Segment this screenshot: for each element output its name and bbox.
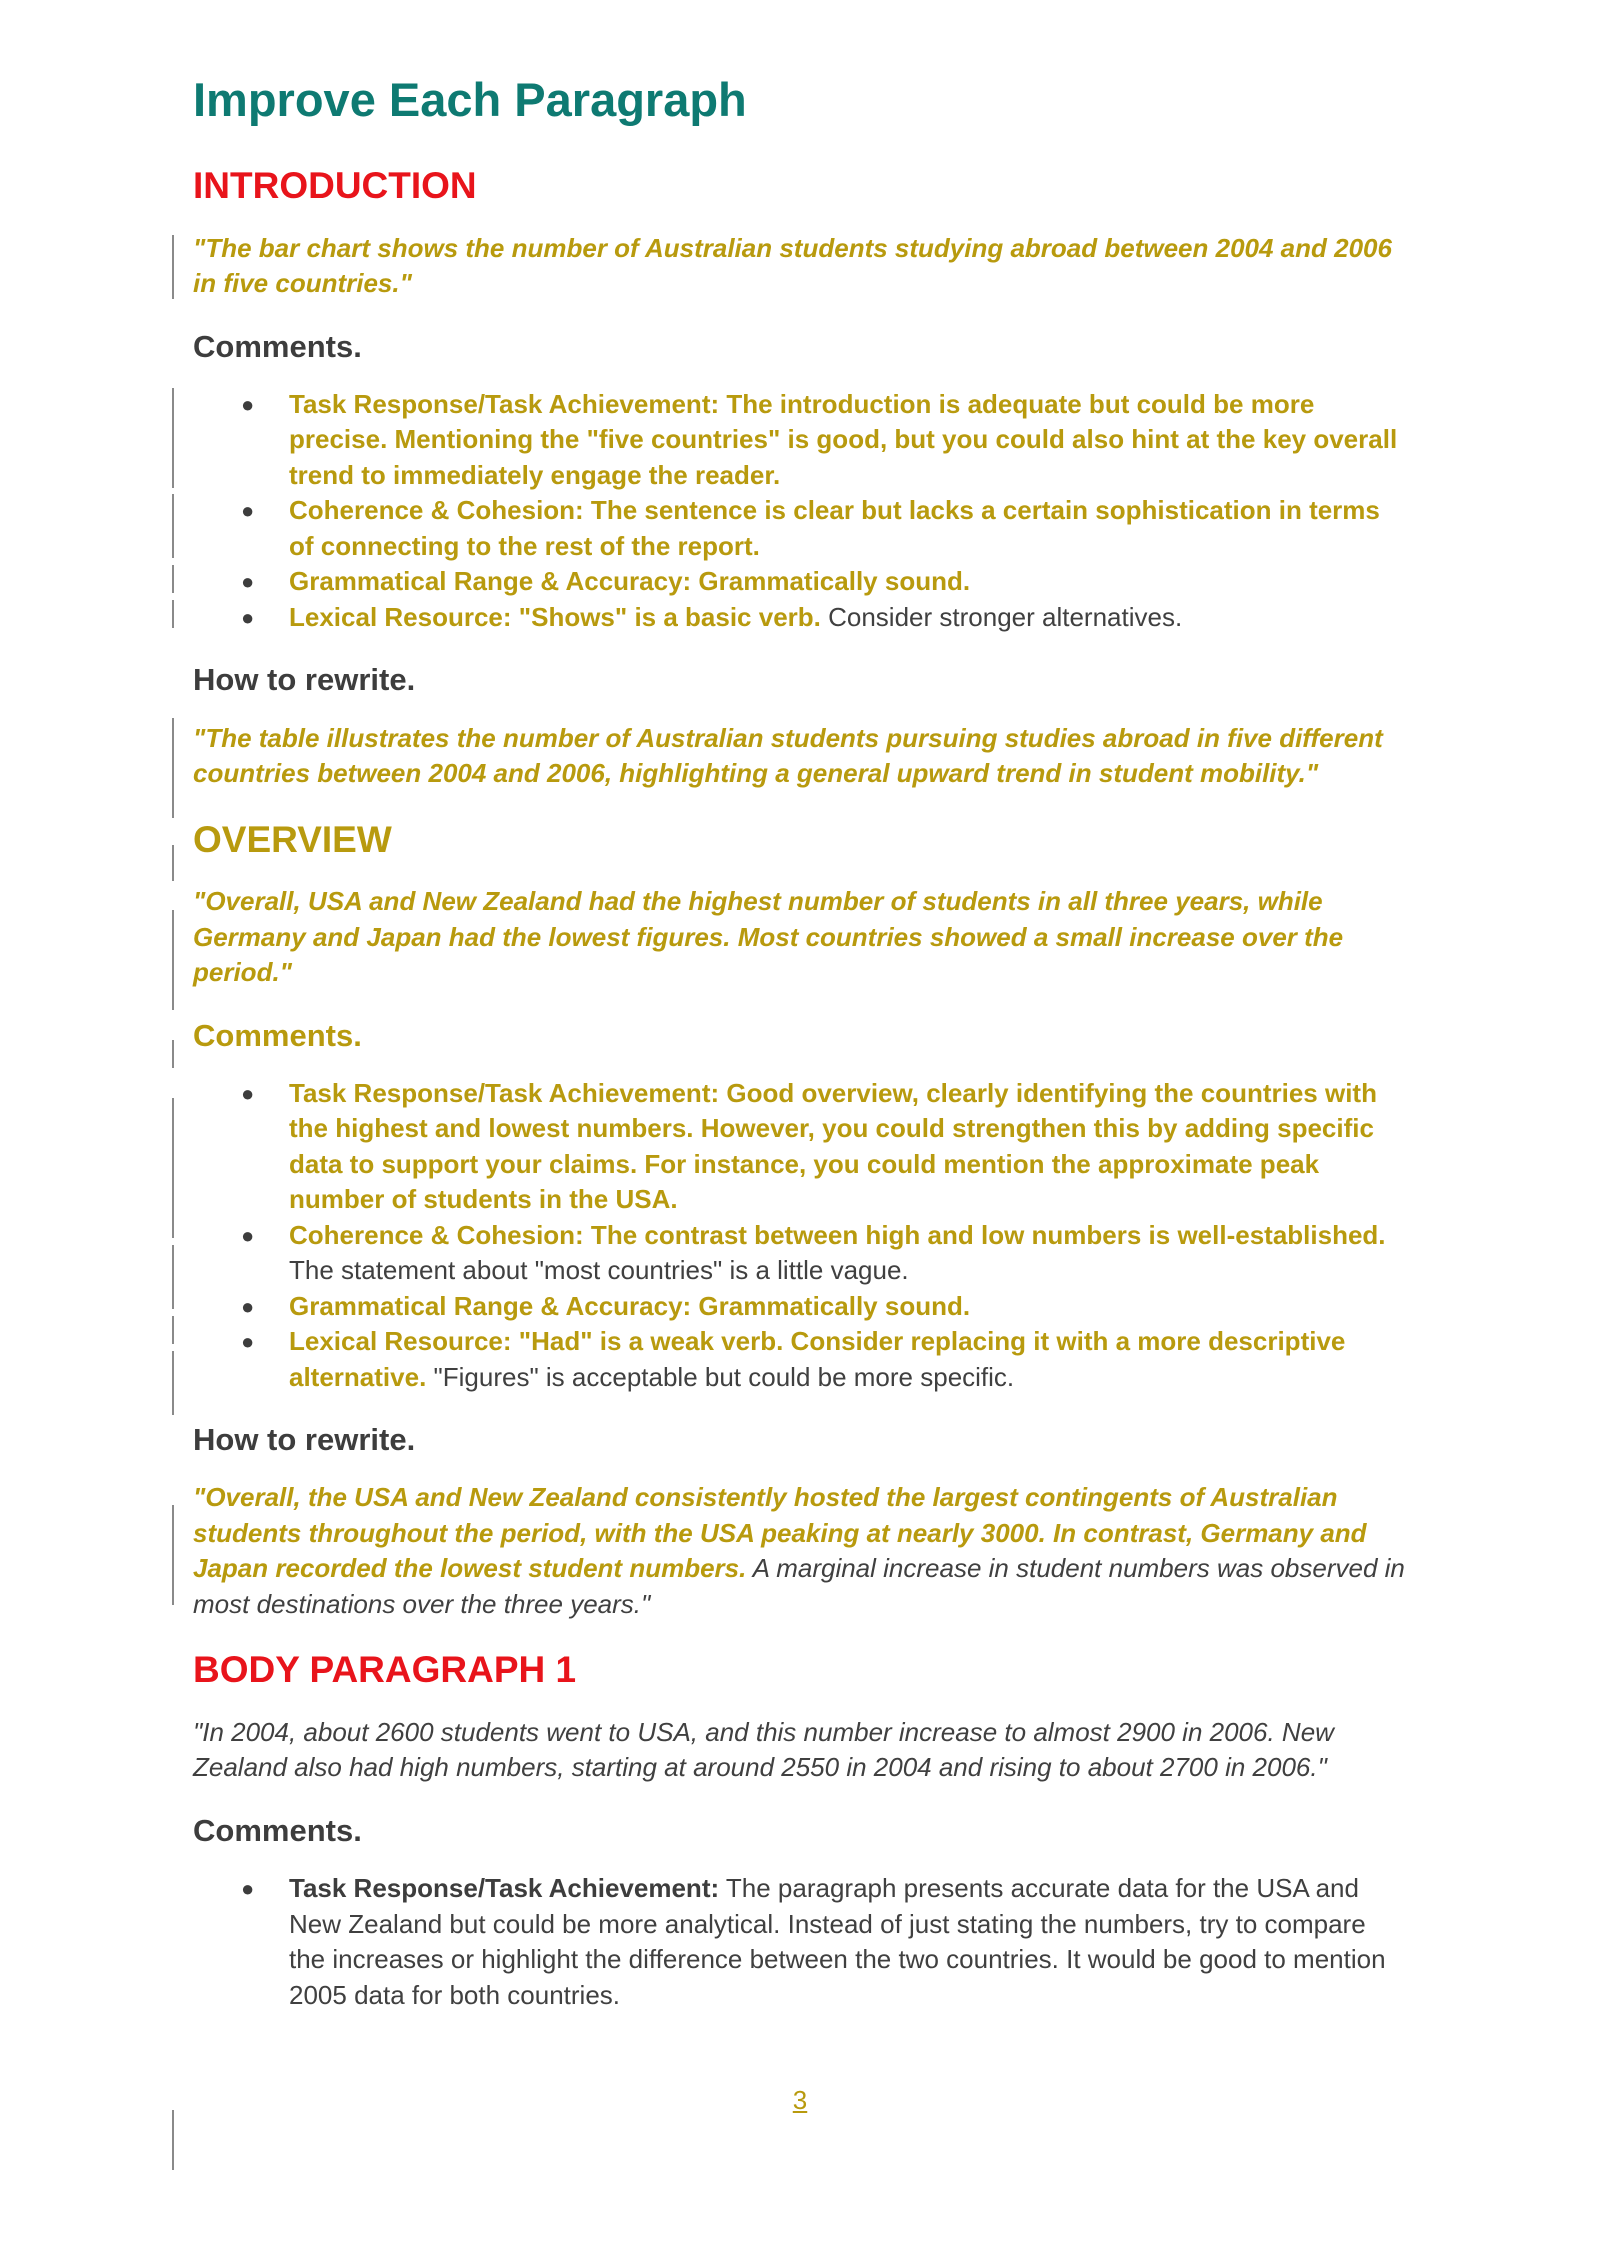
revision-bar — [172, 845, 174, 881]
bullet-icon: ● — [241, 1876, 255, 1901]
bullet-icon: ● — [241, 1329, 255, 1355]
page-number: 3 — [792, 2085, 808, 2115]
body-paragraph-1-comments-list — [193, 1871, 1408, 2013]
comments-heading: Comments. — [193, 1812, 362, 1848]
body-paragraph-1-quote: "In 2004, about 2600 students went to USA, and this number increase to almost 2900 in 2006. New Zealand also had high numbers, starting at around 2550 in 2004 and rising to about 2700 in 2006." — [193, 1716, 1334, 1783]
overview-heading: OVERVIEW — [193, 818, 392, 860]
revision-bar — [172, 1040, 174, 1068]
revision-bar — [172, 1098, 174, 1238]
list-item: ● Coherence & Cohesion: The contrast between high and low numbers is well-established. The statement about "most countries" is a little vague. — [241, 1219, 1386, 1286]
introduction-comments-list — [193, 387, 1408, 636]
introduction-heading: INTRODUCTION — [193, 165, 477, 207]
revision-bar — [172, 1351, 174, 1415]
page-title: Improve Each Paragraph — [193, 73, 747, 126]
list-item: ● Coherence & Cohesion: The sentence is clear but lacks a certain sophistication in terms of connecting to the rest of the report. — [241, 495, 1380, 561]
revision-bar — [172, 235, 174, 299]
overview-section — [193, 818, 1408, 1623]
list-item: ● Lexical Resource: "Had" is a weak verb. Consider replacing it with a more descriptive alternative. "Figures" is acceptable but could be more specific. — [241, 1326, 1346, 1392]
bullet-icon: ● — [241, 604, 255, 630]
revision-bar — [172, 600, 174, 628]
list-item: ● Grammatical Range & Accuracy: Grammatically sound. — [193, 564, 1408, 600]
introduction-rewrite: "The table illustrates the number of Australian students pursuing studies abroad in five different countries between 2004 and 2006, highlighting a general upward trend in student mobility." — [193, 722, 1383, 789]
rewrite-heading: How to rewrite. — [193, 662, 416, 698]
revision-bar — [172, 565, 174, 593]
revision-bar — [172, 1245, 174, 1309]
revision-bar — [172, 718, 174, 818]
body-paragraph-1-heading: BODY PARAGRAPH 1 — [193, 1649, 577, 1691]
list-item: ● Task Response/Task Achievement: The introduction is adequate but could be more precise. Mentioning the "five countries" is good, but you could also hint at the key overall trend to immediately engage the reader. — [241, 388, 1398, 490]
introduction-quote: "The bar chart shows the number of Australian students studying abroad between 2004 and 2006 in five countries." — [193, 232, 1392, 299]
list-item: ● Task Response/Task Achievement: The paragraph presents accurate data for the USA and New Zealand but could be more analytical. Instead of just stating the numbers, try to compare the increases or highlight the difference between the two countries. It would be good to mention 2005 data for both countries. — [241, 1873, 1386, 2010]
body-paragraph-1-section — [193, 1648, 1408, 2013]
bullet-icon: ● — [241, 498, 255, 524]
overview-quote: "Overall, USA and New Zealand had the highest number of students in all three years, while Germany and Japan had the lowest figures. Most countries showed a small increase over the period." — [193, 886, 1344, 988]
bullet-icon: ● — [241, 569, 255, 595]
overview-comments-list — [193, 1076, 1408, 1396]
comments-heading: Comments. — [193, 1017, 362, 1053]
page-content — [193, 72, 1408, 2039]
introduction-section — [193, 164, 1408, 791]
revision-bar — [172, 910, 174, 1010]
revision-bar — [172, 388, 174, 488]
revision-bar — [172, 1505, 174, 1605]
revision-bar — [172, 1316, 174, 1344]
list-item: ● Grammatical Range & Accuracy: Grammatically sound. — [193, 1289, 1408, 1325]
list-item: ● Lexical Resource: "Shows" is a basic verb. Consider stronger alternatives. — [193, 600, 1408, 636]
revision-bar — [172, 2110, 174, 2170]
revision-bar — [172, 494, 174, 558]
list-item: ● Task Response/Task Achievement: Good overview, clearly identifying the countries with the highest and lowest numbers. However, you could strengthen this by adding specific data to support your claims. For instance, you could mention the approximate peak number of students in the USA. — [241, 1077, 1377, 1215]
bullet-icon: ● — [241, 391, 255, 417]
bullet-icon: ● — [241, 1080, 255, 1106]
rewrite-heading: How to rewrite. — [193, 1422, 416, 1458]
comments-heading: Comments. — [193, 328, 362, 364]
bullet-icon: ● — [241, 1222, 255, 1248]
bullet-icon: ● — [241, 1293, 255, 1319]
overview-rewrite: "Overall, the USA and New Zealand consistently hosted the largest contingents of Australian students throughout the period, with the USA peaking at nearly 3000. In contrast, Germany and Japan recorded the lowest student numbers. A marginal increase in student numbers was observed in most destinations over the three years." — [193, 1482, 1405, 1619]
